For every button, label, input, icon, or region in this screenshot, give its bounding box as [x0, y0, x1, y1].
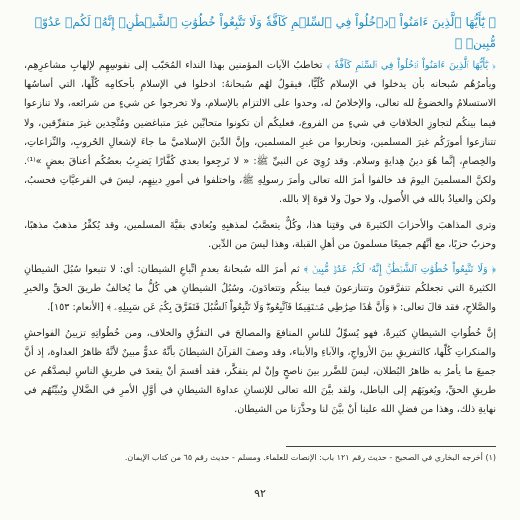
paragraph [24, 216, 496, 254]
verse-heading: ﴿ يَٰٓأَيُّهَا ٱلَّذِينَ ءَامَنُواْ ٱدۡخُلُواْ فِي ٱلسِّلۡمِ كَآفَّةٗ وَلَا تَتَّبِعُواْ خُطُوَٰتِ ٱلشَّيۡطَٰنِۚ إِنَّهُۥ لَكُمۡ عَدُوّٞ مُّبِينٞ ﴾ [34, 15, 496, 50]
footnote: (١) أخرجه البخاري في الصحيح - حديث رقم ١٢١ باب: الإنصات للعلماء. ومسلم - حديث رقم ٦٥ من كتاب الإيمان. [124, 453, 496, 462]
verse-quote: ﴿ وَلَا تَتَّبِعُواْ خُطُوَٰتِ ٱلشَّيۡطَٰنِۚ إِنَّهُۥ لَكُمۡ عَدُوّٞ مُّبِينٞ ﴾ [303, 264, 496, 276]
paragraph [24, 56, 496, 210]
paragraph-text: تخاطبُ الآيات المؤمنين بهذا النداء المُحَبّب إلى نفوسِهِم لإلهابِ مشاعرِهِم، ويأمرُهُم سُبحانه بأن يدخلوا في الإسلام كُلّيًّا، فيقولُ لهُم سُبحانهُ: ادخلوا في الإسلامِ بأحكامِه كُلِّها، التي أساسُها الاستسلامُ والخضوعُ لله تعالى، والإخلاصُ له، وحدوا على الالتزام بالإسلام، ولا تخرجوا عن شيءٍ من شرائعه، ولا تنازعوا فيما بينكُم لتجاوزِ الخلافاتِ في شيءٍ من الفروع، فعليكُم أن تكونوا متحابِّين غيرَ متباغضين ومُتَّحِدين غيرَ متفرِّقين، ولا تتنازعوا أمورَكُم غيرَ المسلمين، وتحاربوا من غيرِ المسلمين، وإنَّ الدِّينَ الإسلاميَّ ما جاءَ لإشعالِ الحُروبِ، والنِّزاعاتِ، والخِصامِ، إنَّما هُوَ دينُ هِدايةٍ وسلام. وقد رُوِيَ عن النبيِّ ﷺ: « لا تَرجِعوا بعدي كُفَّارًا يَضرِبُ بعضُكُم أعناقَ بعضٍ »⁽¹⁾. ولكنَّ المسلمينَ اليومَ قد خالفوا أمرَ الله تعالى وأمرَ رسولِهِ ﷺ، واختلفوا في أمورِ دينِهِم، ليسَ في الفرعيَّاتِ فحسبُ، ولكن والعياذُ بالله في الأُصول، ولا حولَ ولا قوةَ إلا بالله. [24, 60, 496, 206]
footnote-divider [286, 446, 496, 447]
paragraph [24, 324, 496, 420]
paragraph-text: وترى المذاهبَ والأحزابَ الكثيرةَ في وقتِنا هذا، وكُلٌّ يتعصَّبُ لمذهبِهِ ويُعادي بقيَّةَ المسلمين، وقد يُكفِّرُ مذهبٌ مذهبًا، وحزبٌ حزبًا، مع أنَّهُم جميعًا مسلمونَ من أهلِ القبلة، وهذا ليسَ من الدِّين. [24, 219, 496, 250]
paragraph-text: ثم أمرَ الله سُبحانهُ بعدمِ اتِّباعِ الشيطان: أي: لا تتبعوا سُبُلَ الشيطانِ الكثيرةَ التي تجعلكُم تتفرَّقونَ وتتنازعونَ فيما بينكُم وتتعادَونَ، وسُبُلُ الشيطانِ هي كُلُّ ما يُخالفُ طريقَ الحقِّ والخيرِ والصَّلاحِ، فقد قالَ تعالى: ﴿ وَأَنَّ هَٰذَا صِرَٰطِي مُسۡتَقِيمٗا فَٱتَّبِعُوهُۖ وَلَا تَتَّبِعُواْ ٱلسُّبُلَ فَتَفَرَّقَ بِكُمۡ عَن سَبِيلِهِۦ ﴾ [الأنعام: ١٥٣]. [24, 264, 496, 314]
verse-quote: ﴿ يَٰٓأَيُّهَا ٱلَّذِينَ ءَامَنُواْ ٱدۡخُلُواْ فِي ٱلسِّلۡمِ كَآفَّةٗ ﴾ [326, 60, 496, 71]
page-number: ٩٢ [254, 487, 266, 500]
paragraph [24, 260, 496, 318]
body-text [24, 56, 496, 420]
paragraph-text: إنَّ خُطُواتِ الشيطانِ كثيرةٌ، فهو يُسوِّلُ للناسِ المنافعَ والمصالحَ في التفرُّقِ والخلاف، ومن خُطُواتِهِ تزيينُ الفواحشِ والمنكراتِ كُلِّها، كالتفريقِ بينَ الأزواجِ، والآباءِ والأبناء، وقد وصفَ القرآنُ الشيطانَ بأنَّهُ عدوٌّ مبينٌ لأنَّهُ ظاهرُ العداوة، إذ أنَّ جميعَ ما يأمرُ به ظاهرُ البُطلان، ليسَ للضَّرر بينَ ناصحٍ وإنْ لم يتفكَّر، فقد أقسمَ أنْ يقعدَ في طريقِ الناسِ ليصدَّهُم عن طريقِ الحقِّ، ويُغويَهُم إلى الباطل، ولقد بيَّنَ الله تعالى للإنسانِ عداوةَ الشيطانِ في أوَّلِ الأمرِ في الضَّلالِ ويُبيِّنُهُم في نهايةِ ذلك، وهذا من فضلِ الله علينا أنْ بيَّنَ لنا وحذَّرَنا من الشيطان. [24, 327, 496, 416]
